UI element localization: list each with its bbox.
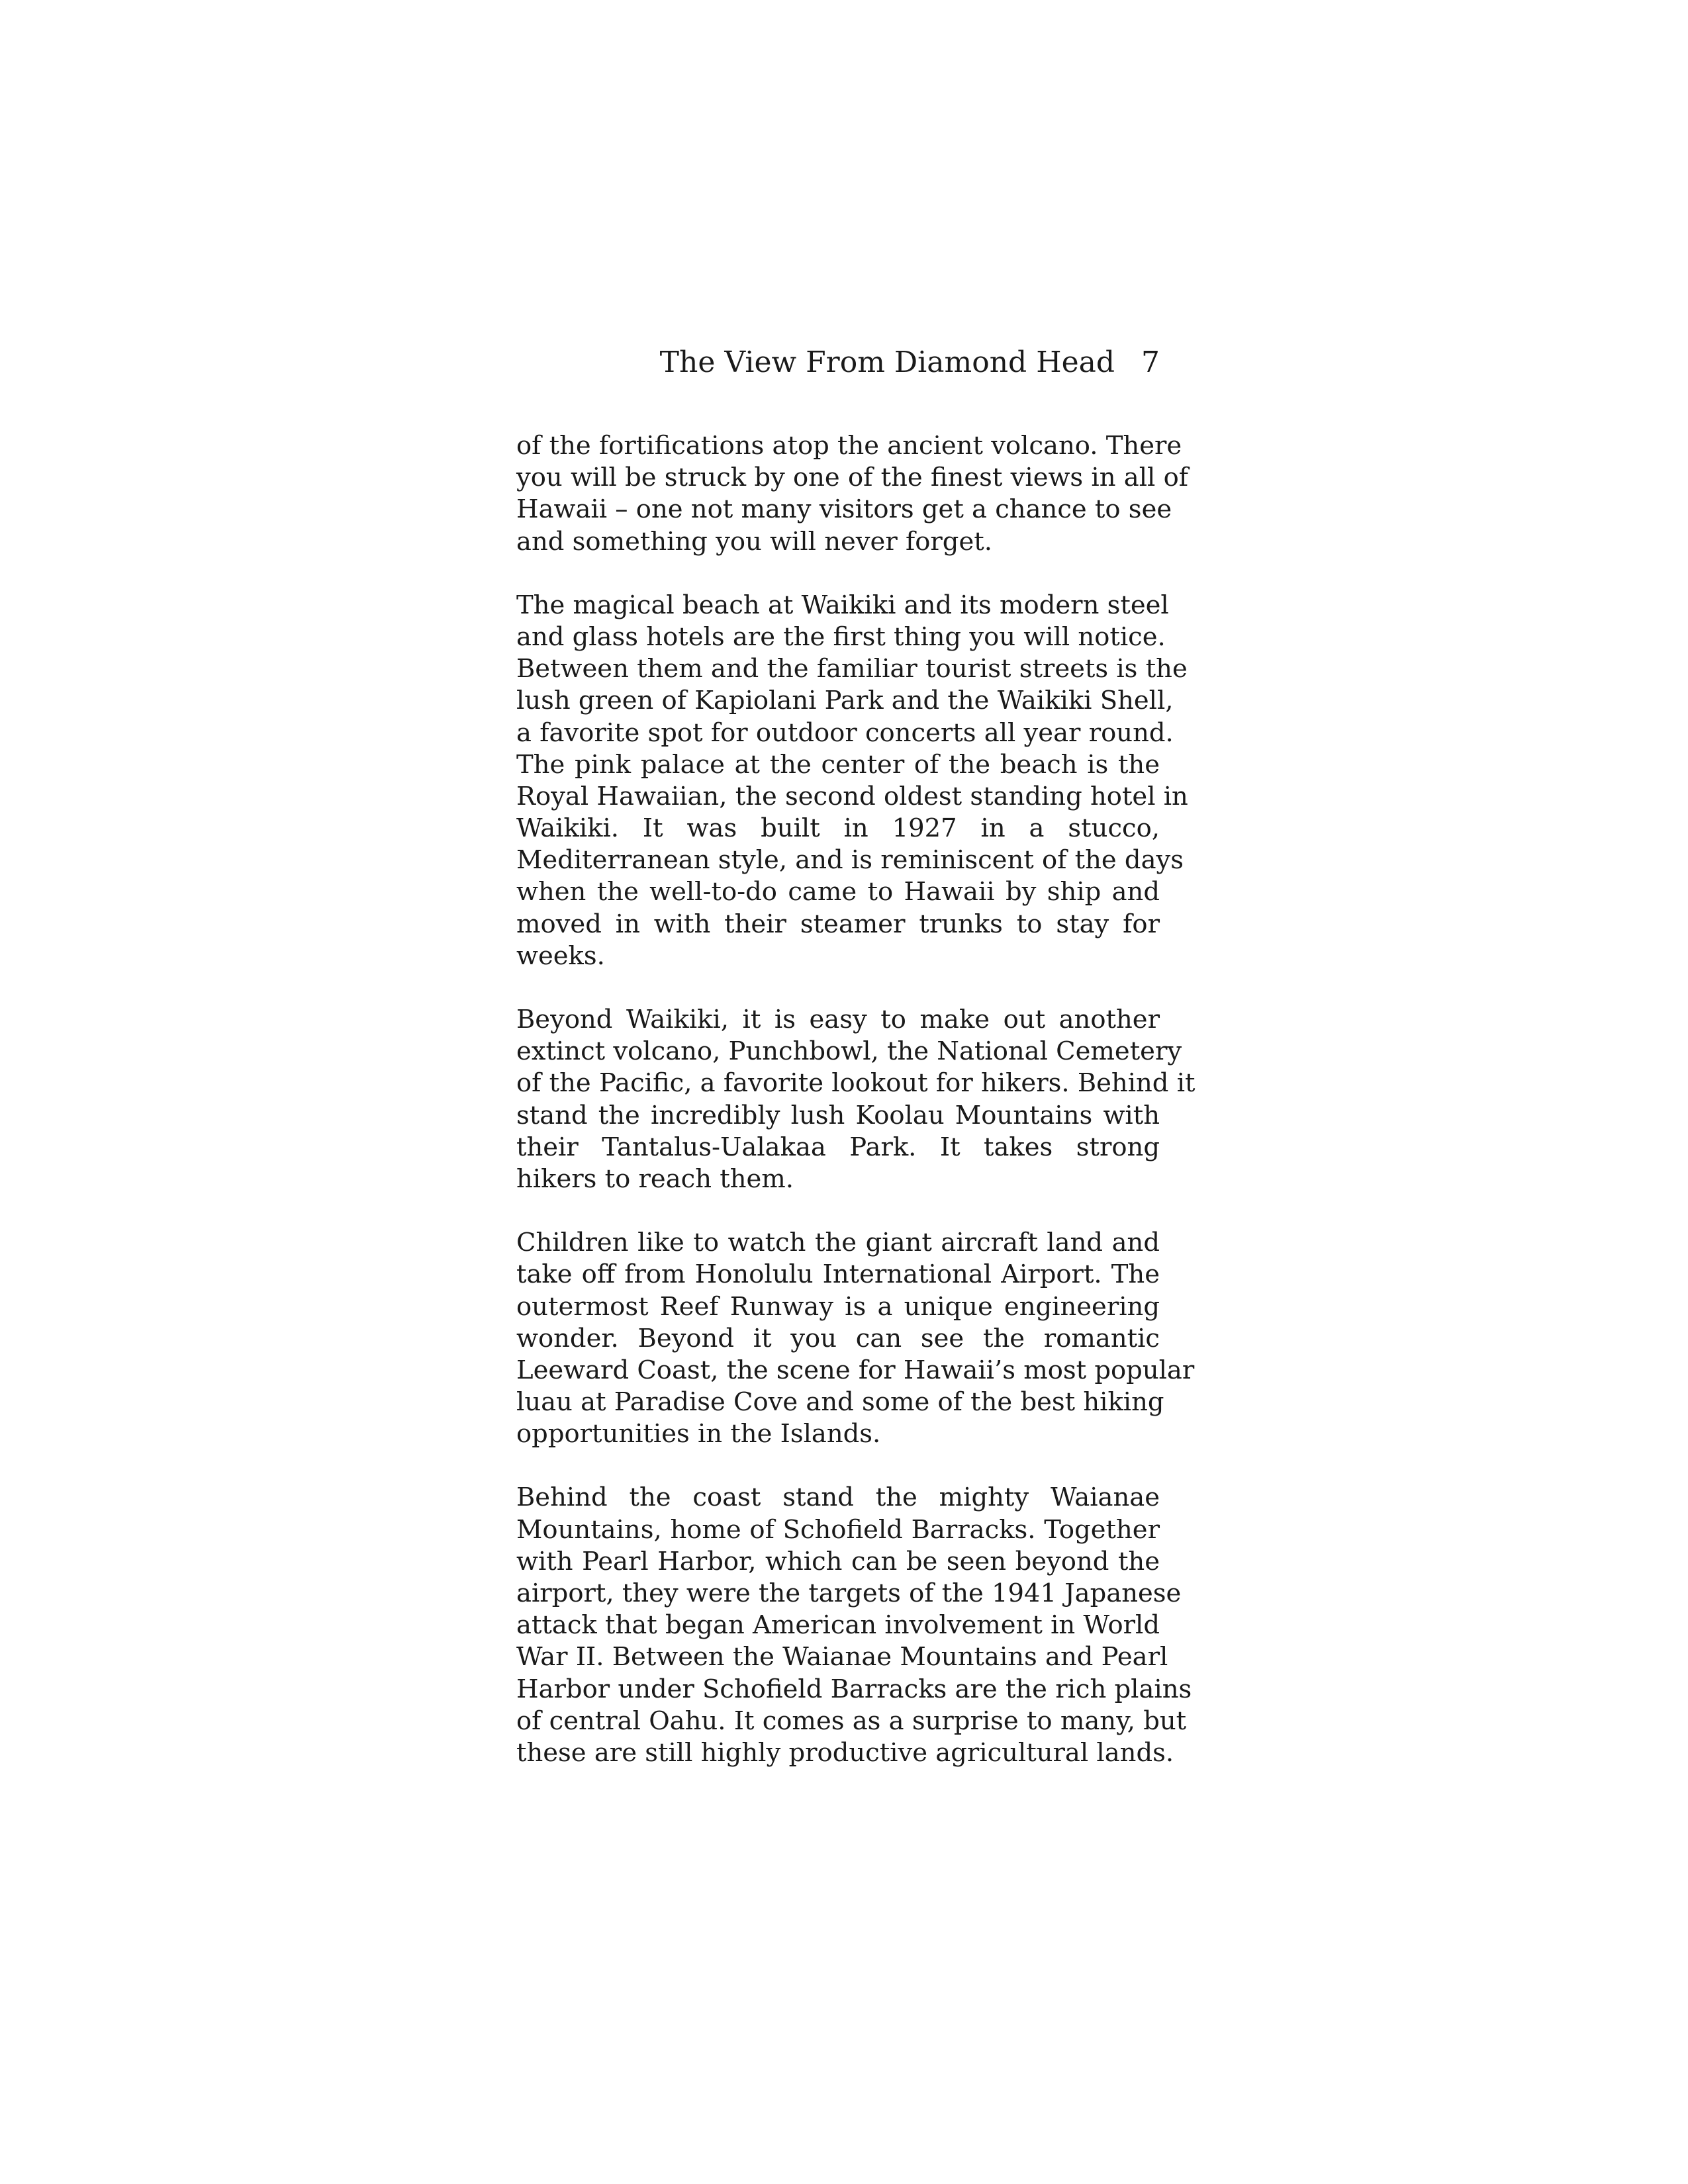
text-line: Between them and the familiar tourist streets is the [516, 654, 1188, 684]
text-line: a favorite spot for outdoor concerts all year round. [516, 717, 1174, 748]
text-line: these are still highly productive agricultural lands. [516, 1737, 1174, 1768]
text-line: with Pearl Harbor, which can be seen beyond the [516, 1546, 1160, 1576]
text-line: wonder. Beyond it you can see the romantic [516, 1323, 1160, 1353]
paragraph-5 [516, 1482, 1192, 1769]
text-line: weeks. [516, 940, 605, 971]
text-line: of central Oahu. It comes as a surprise to many, but [516, 1706, 1187, 1736]
text-line: of the fortifications atop the ancient volcano. There [516, 431, 1182, 461]
body-text [516, 430, 1196, 1801]
text-line: of the Pacific, a favorite lookout for hikers. Behind it [516, 1068, 1196, 1099]
text-line: opportunities in the Islands. [516, 1419, 881, 1449]
text-line: Leeward Coast, the scene for Hawaii’s most popular [516, 1355, 1195, 1385]
paragraph-2 [516, 590, 1188, 972]
text-line: Mediterranean style, and is reminiscent of the days [516, 845, 1184, 876]
text-line: Hawaii – one not many visitors get a chance to see [516, 494, 1172, 525]
text-line: The pink palace at the center of the beach is the [516, 749, 1160, 780]
text-line: Royal Hawaiian, the second oldest standing hotel in [516, 781, 1188, 811]
text-line: and glass hotels are the first thing you will notice. [516, 621, 1166, 652]
text-line: airport, they were the targets of the 1941 Japanese [516, 1578, 1182, 1608]
running-head-title: The View From Diamond Head [659, 345, 1115, 379]
running-head [516, 343, 1160, 383]
paragraph-4 [516, 1227, 1195, 1450]
text-line: take off from Honolulu International Airport. The [516, 1259, 1160, 1290]
text-line: moved in with their steamer trunks to stay for [516, 909, 1160, 939]
text-line: Behind the coast stand the mighty Waianae [516, 1482, 1160, 1513]
text-line: when the well-to-do came to Hawaii by ship and [516, 877, 1160, 907]
text-line: extinct volcano, Punchbowl, the National Cemetery [516, 1036, 1182, 1067]
text-line: luau at Paradise Cove and some of the best hiking [516, 1387, 1164, 1418]
text-line: Beyond Waikiki, it is easy to make out another [516, 1005, 1160, 1034]
page-number: 7 [1141, 345, 1160, 379]
text-line: their Tantalus-Ualakaa Park. It takes strong [516, 1132, 1160, 1162]
text-line: War II. Between the Waianae Mountains and Pearl [516, 1642, 1168, 1672]
text-line: stand the incredibly lush Koolau Mountains with [516, 1100, 1160, 1130]
text-line: Children like to watch the giant aircraft land and [516, 1228, 1160, 1258]
text-line: Mountains, home of Schofield Barracks. Together [516, 1514, 1160, 1545]
text-line: and something you will never forget. [516, 526, 992, 557]
text-line: you will be struck by one of the finest views in all of [516, 463, 1189, 493]
text-line: Harbor under Schofield Barracks are the rich plains [516, 1674, 1192, 1704]
text-line: outermost Reef Runway is a unique engineering [516, 1291, 1160, 1322]
text-line: The magical beach at Waikiki and its modern steel [516, 590, 1169, 620]
paragraph-1 [516, 430, 1189, 558]
text-line: hikers to reach them. [516, 1163, 794, 1194]
text-line: Waikiki. It was built in 1927 in a stucco, [516, 813, 1160, 844]
text-line: lush green of Kapiolani Park and the Waikiki Shell, [516, 686, 1174, 716]
paragraph-3 [516, 1004, 1196, 1195]
text-line: attack that began American involvement in World [516, 1610, 1160, 1641]
